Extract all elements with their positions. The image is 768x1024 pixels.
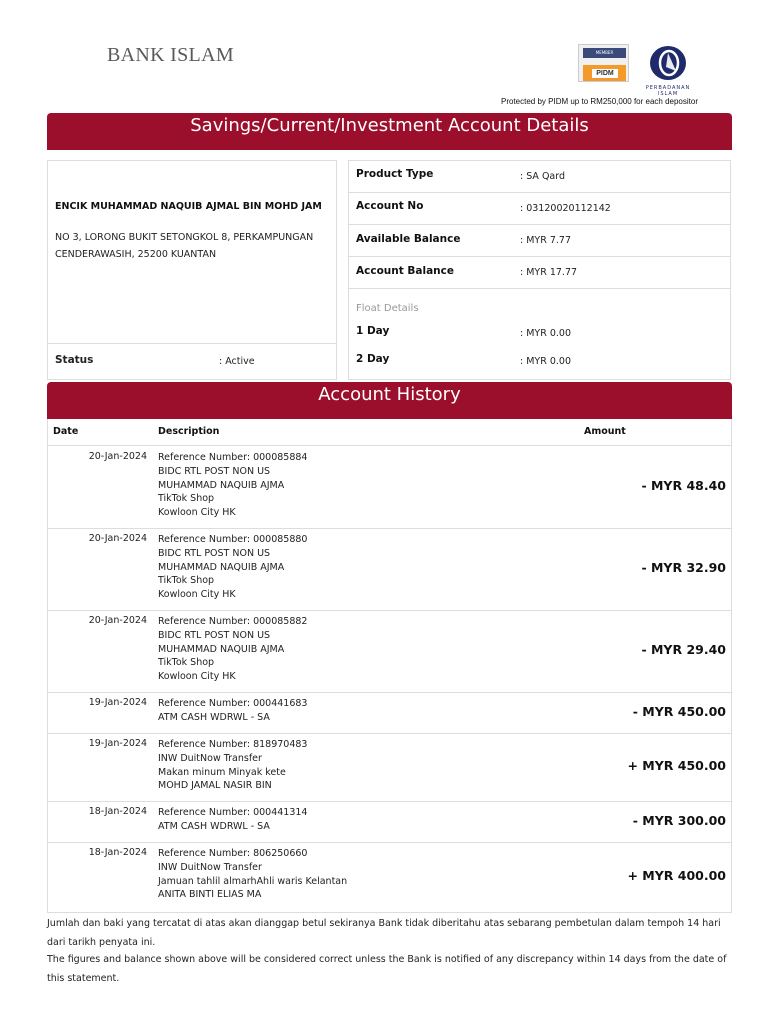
account-no-value: : 03120020112142 xyxy=(520,203,611,214)
history-description-line: INW DuitNow Transfer xyxy=(158,752,262,764)
float-details-title: Float Details xyxy=(356,303,419,314)
column-header-date: Date xyxy=(53,426,79,437)
history-description-line: ATM CASH WDRWL - SA xyxy=(158,820,270,832)
history-date: 20-Jan-2024 xyxy=(88,533,147,544)
history-description xyxy=(158,615,558,684)
available-balance-value: : MYR 7.77 xyxy=(520,235,571,246)
history-description-line: ANITA BINTI ELIAS MA xyxy=(158,889,262,901)
history-amount: - MYR 450.00 xyxy=(632,703,726,719)
history-description-line: BIDC RTL POST NON US xyxy=(158,465,271,477)
column-header-amount: Amount xyxy=(584,426,626,437)
history-description-line: MUHAMMAD NAQUIB AJMA xyxy=(158,479,285,491)
history-amount: - MYR 29.40 xyxy=(641,642,726,657)
logo-text: BANK ISLAM xyxy=(107,43,234,66)
history-row-divider xyxy=(47,733,732,734)
history-description-line: Reference Number: 818970483 xyxy=(158,739,308,750)
history-date: 19-Jan-2024 xyxy=(88,738,147,749)
column-header-description: Description xyxy=(158,426,220,437)
history-description-line: MUHAMMAD NAQUIB AJMA xyxy=(158,561,285,573)
english-disclaimer-line-1: The figures and balance shown above will be considered correct unless the Bank is notified of any discrepancy within 14 days from the date of xyxy=(47,954,727,965)
history-description xyxy=(158,847,558,902)
history-row-divider xyxy=(47,801,732,802)
history-date: 19-Jan-2024 xyxy=(88,697,147,708)
history-row-divider xyxy=(47,842,732,843)
history-description-line: Reference Number: 000085880 xyxy=(158,534,308,545)
history-description-line: Reference Number: 000441314 xyxy=(158,807,308,818)
status-label: Status xyxy=(55,354,94,366)
history-left-border xyxy=(47,419,48,912)
history-description-line: ATM CASH WDRWL - SA xyxy=(158,711,270,723)
history-description-line: Reference Number: 000085884 xyxy=(158,452,308,463)
history-description-line: Reference Number: 806250660 xyxy=(158,848,308,859)
day1-label: 1 Day xyxy=(356,325,390,337)
history-amount: - MYR 300.00 xyxy=(632,812,726,828)
day2-label: 2 Day xyxy=(356,353,390,365)
history-description-line: BIDC RTL POST NON US xyxy=(158,547,271,559)
history-description-line: Kowloon City HK xyxy=(158,671,236,683)
history-description-line: BIDC RTL POST NON US xyxy=(158,629,271,641)
header-divider xyxy=(47,445,732,446)
history-description-line: TikTok Shop xyxy=(158,575,215,587)
history-description-line: MOHD JAMAL NASIR BIN xyxy=(158,780,272,792)
product-type-value: : SA Qard xyxy=(520,171,566,182)
address-line-2: CENDERAWASIH, 25200 KUANTAN xyxy=(55,249,217,260)
address-line-1: NO 3, LORONG BUKIT SETONGKOL 8, PERKAMPUNGAN xyxy=(55,232,314,243)
history-description-line: TikTok Shop xyxy=(158,493,215,505)
history-description xyxy=(158,533,558,602)
history-row-divider xyxy=(47,610,732,611)
history-date: 20-Jan-2024 xyxy=(88,451,147,462)
malay-disclaimer xyxy=(47,914,737,952)
pidm-label: PIDM xyxy=(592,69,618,78)
history-description xyxy=(158,806,558,834)
history-description-line: Jamuan tahlil almarhAhli waris Kelantan xyxy=(158,875,348,887)
bank-islam-logo xyxy=(107,38,234,72)
perbadanan-text: PERBADANAN ISLAM xyxy=(645,85,691,97)
history-date: 20-Jan-2024 xyxy=(88,615,147,626)
available-balance-label: Available Balance xyxy=(356,233,461,245)
history-description-line: INW DuitNow Transfer xyxy=(158,861,262,873)
customer-address xyxy=(55,229,335,263)
pidm-badge xyxy=(578,44,629,82)
account-balance-value: : MYR 17.77 xyxy=(520,267,578,278)
english-disclaimer xyxy=(47,950,737,988)
malay-disclaimer-line-1: Jumlah dan baki yang tercatat di atas akan dianggap betul sekiranya Bank tidak diberitahu atas sebarang pembetulan dalam tempoh 14 hari xyxy=(47,918,721,929)
history-row-divider xyxy=(47,528,732,529)
account-history-title-text: Account History xyxy=(318,384,461,405)
account-no-label: Account No xyxy=(356,200,424,212)
history-row-divider xyxy=(47,692,732,693)
history-amount: - MYR 48.40 xyxy=(641,478,726,493)
status-value: : Active xyxy=(219,356,255,367)
history-description-line: Reference Number: 000085882 xyxy=(158,616,308,627)
day2-value: : MYR 0.00 xyxy=(520,356,571,367)
history-right-border xyxy=(731,419,732,912)
pidm-orange-panel xyxy=(583,65,626,81)
account-history-title xyxy=(47,382,732,419)
pidm-member-text: MEMBER xyxy=(583,48,626,58)
product-type-label: Product Type xyxy=(356,168,434,180)
malay-disclaimer-line-2: dari tarikh penyata ini. xyxy=(47,937,156,948)
history-description-line: Kowloon City HK xyxy=(158,507,236,519)
account-balance-label: Account Balance xyxy=(356,265,455,277)
account-details-title: Savings/Current/Investment Account Details xyxy=(47,113,732,150)
history-description-line: TikTok Shop xyxy=(158,657,215,669)
pidm-protected-text: Protected by PIDM up to RM250,000 for each depositor xyxy=(501,97,698,106)
history-description-line: MUHAMMAD NAQUIB AJMA xyxy=(158,643,285,655)
history-description-line: Reference Number: 000441683 xyxy=(158,698,308,709)
history-amount: - MYR 32.90 xyxy=(641,560,726,575)
history-date: 18-Jan-2024 xyxy=(88,847,147,858)
english-disclaimer-line-2: this statement. xyxy=(47,973,120,984)
history-amount: + MYR 450.00 xyxy=(627,758,726,773)
history-description-line: Makan minum Minyak kete xyxy=(158,766,286,778)
history-amount: + MYR 400.00 xyxy=(627,868,726,883)
history-date: 18-Jan-2024 xyxy=(88,806,147,817)
day1-value: : MYR 0.00 xyxy=(520,328,571,339)
history-description xyxy=(158,697,558,725)
history-description-line: Kowloon City HK xyxy=(158,589,236,601)
history-row-divider xyxy=(47,912,732,913)
customer-name: ENCIK MUHAMMAD NAQUIB AJMAL BIN MOHD JAM xyxy=(55,201,322,212)
history-description xyxy=(158,451,558,520)
history-description xyxy=(158,738,558,793)
